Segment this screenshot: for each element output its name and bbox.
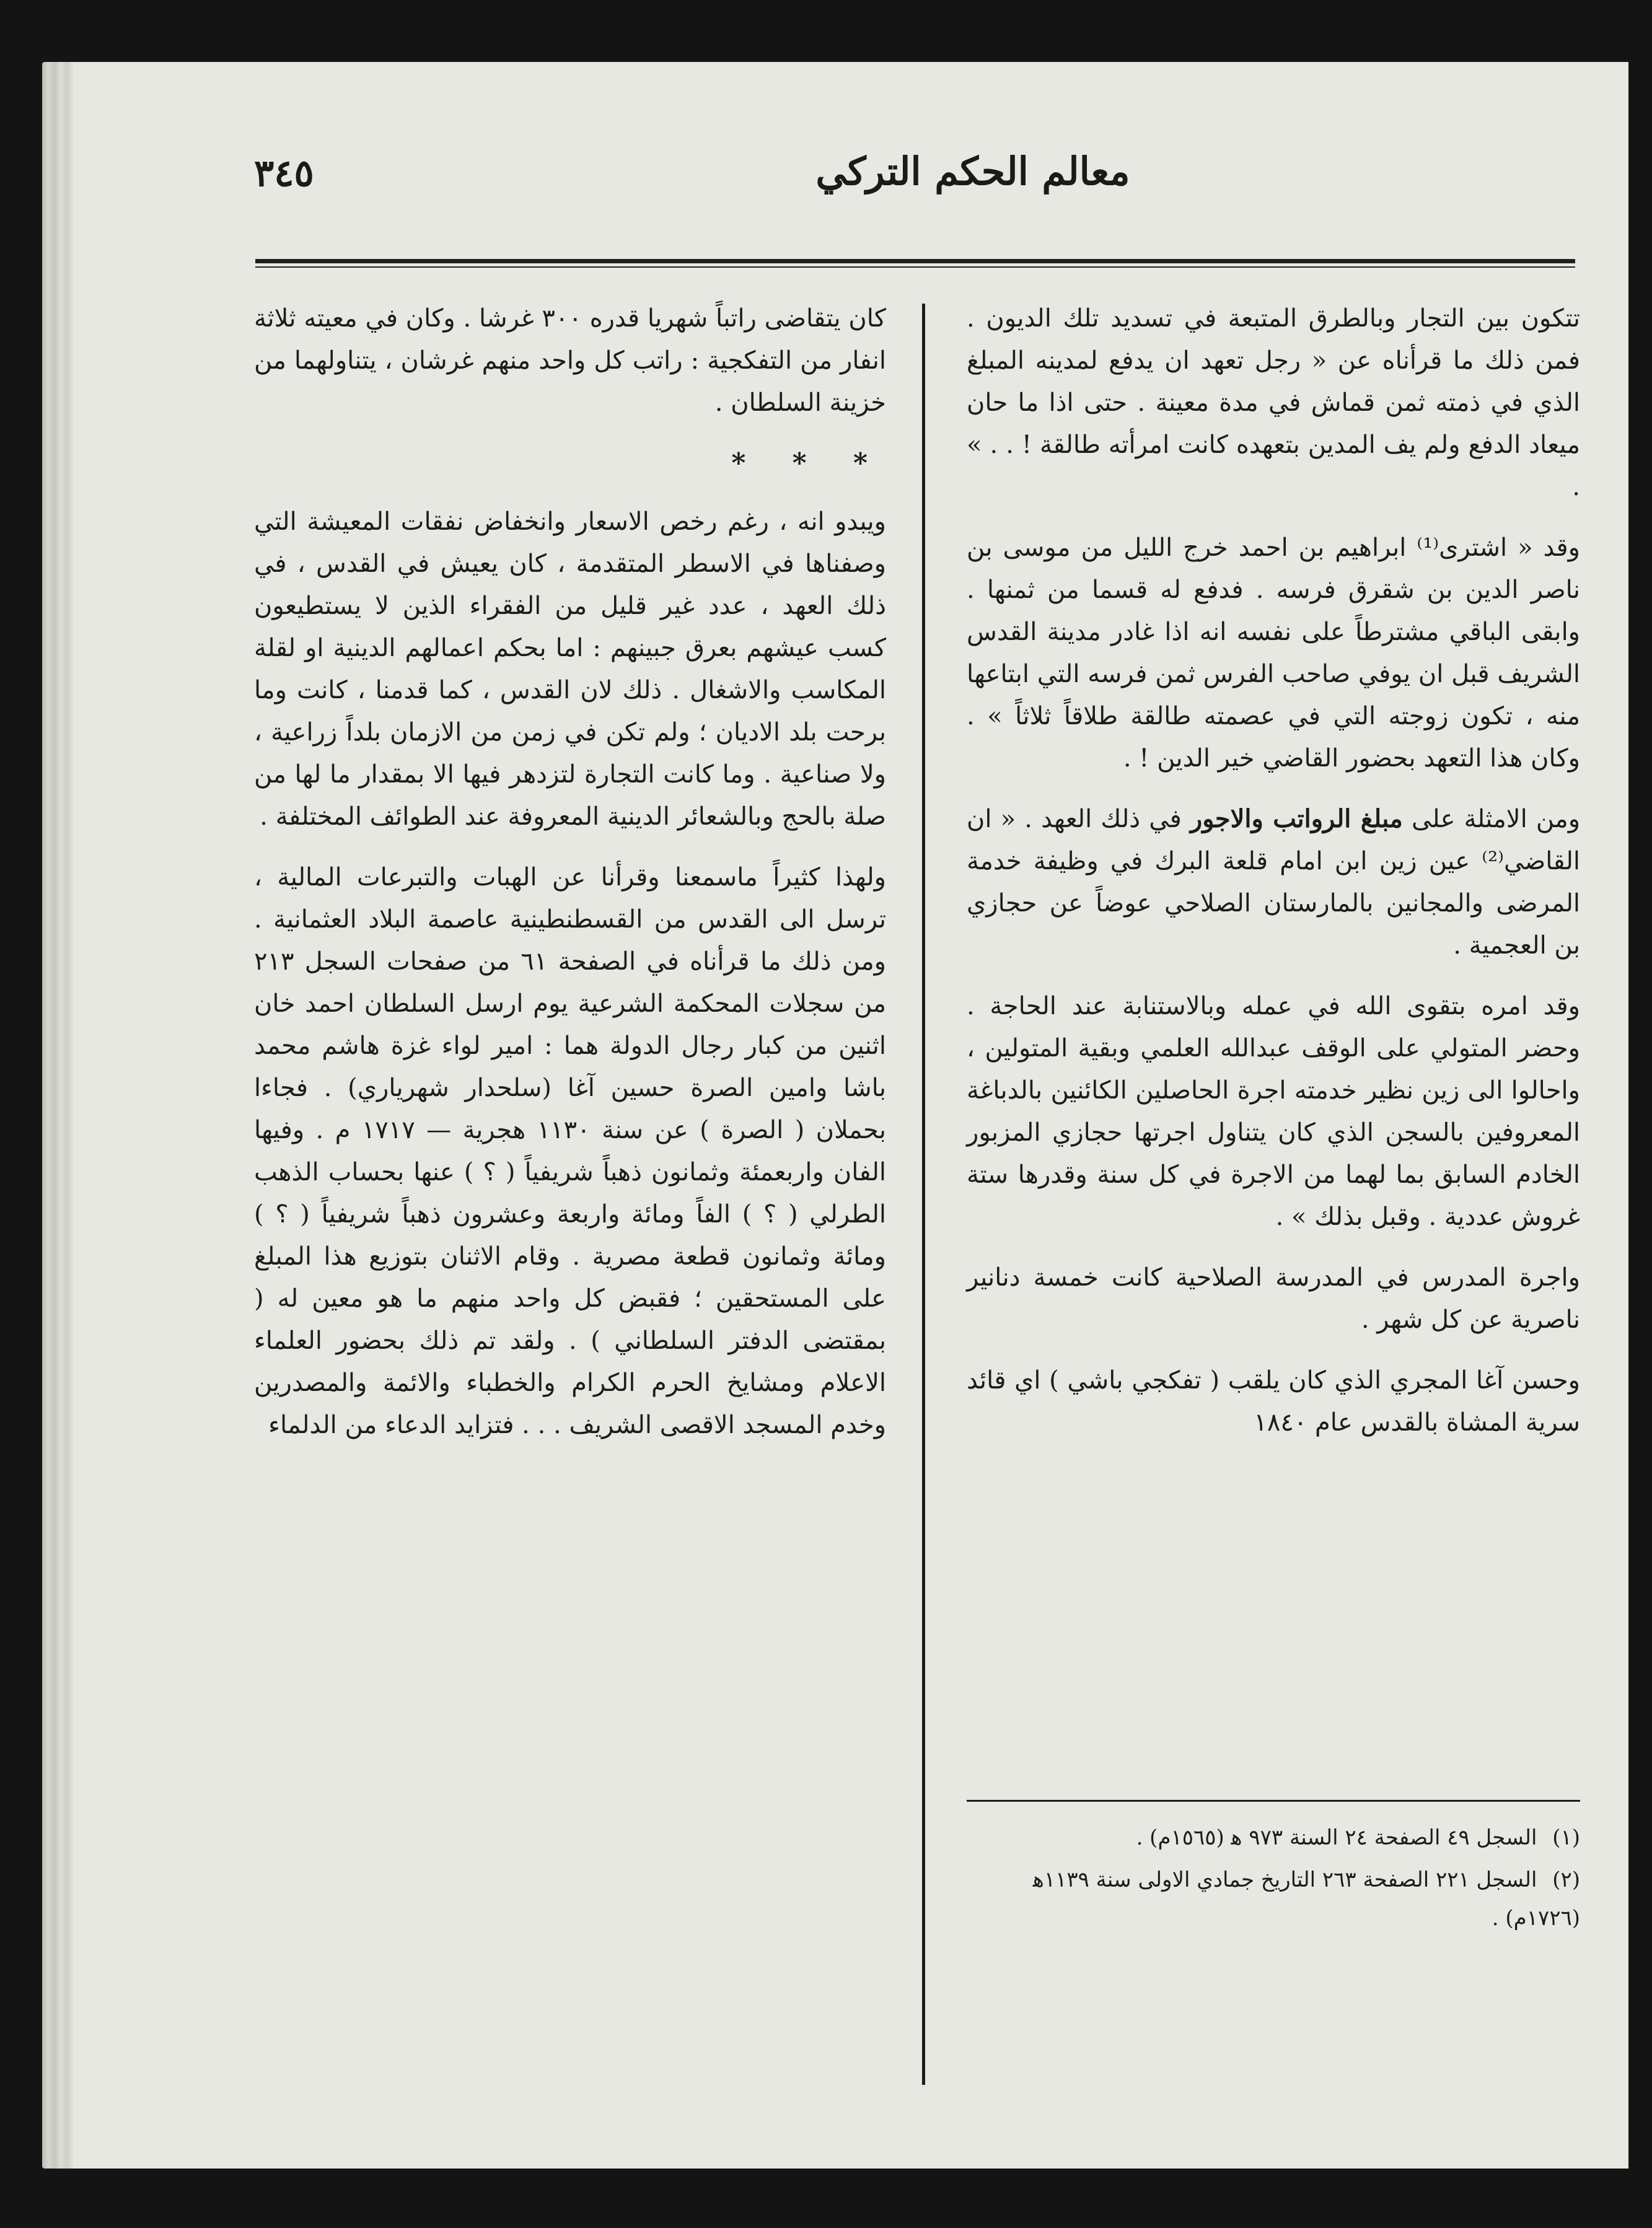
left-column	[254, 297, 886, 1465]
header-rule	[255, 259, 1575, 263]
footnote-number: (١)	[1552, 1825, 1580, 1850]
header-rule-thin	[255, 266, 1575, 268]
paragraph: وقد « اشترى⁽¹⁾ ابراهيم بن احمد خرج الليل من موسى بن ناصر الدين بن شقرق فرسه . فدفع له قسما من ثمنها . وابقى الباقي مشترطاً على نفسه انه اذا غادر مدينة القدس الشريف قبل ان يوفي صاحب الفرس ثمن فرسه التي ابتاعها منه ، تكون زوجته التي في عصمته طالقة طلاقاً ثلاثاً » . وكان هذا التعهد بحضور القاضي خير الدين ! .	[967, 533, 1580, 773]
paragraph-tail: في ذلك	[1101, 805, 1182, 833]
paragraph: واجرة المدرس في المدرسة الصلاحية كانت خمسة دنانير ناصرية عن كل شهر .	[967, 1263, 1580, 1334]
paragraph: وحسن آغا المجري الذي كان يلقب ( تفكجي باشي ) اي قائد سرية المشاة بالقدس عام ١٨٤٠	[967, 1366, 1580, 1437]
footnote	[967, 1861, 1580, 1937]
column-divider	[922, 304, 925, 2085]
footnote-text: السجل ٢٢١ الصفحة ٢٦٣ التاريخ جمادي الاولى سنة ١١٣٩ﻫ (١٧٢٦م) .	[1032, 1867, 1580, 1931]
right-column	[967, 297, 1580, 1462]
running-title: معالم الحكم التركي	[815, 149, 1130, 194]
bold-phrase: مبلغ الرواتب والاجور	[1190, 804, 1403, 833]
paragraph: ولهذا كثيراً ماسمعنا وقرأنا عن الهبات والتبرعات المالية ، ترسل الى القدس من القسطنطينية عاصمة البلاد العثمانية . ومن ذلك ما قرأناه في الصفحة ٦١ من صفحات السجل ٢١٣ من سجلات المحكمة الشرعية يوم ارسل السلطان احمد خان اثنين من كبار رجال الدولة هما : امير لواء غزة هاشم محمد باشا وامين الصرة حسين آغا (سلحدار شهرياري) . فجاءا بحملان ( الصرة ) عن سنة ١١٣٠ هجرية — ١٧١٧ م . وفيها الفان واربعمئة وثمانون ذهباً شريفياً ( ؟ ) عنها بحساب الذهب الطرلي ( ؟ ) الفاً ومائة واربعة وعشرون ذهباً شريفياً ( ؟ ) ومائة وثمانون قطعة مصرية . وقام الاثنان بتوزيع هذا المبلغ على المستحقين ؛ فقبض كل واحد منهم ما هو معين له ( بمقتضى الدفتر السلطاني ) . ولقد تم ذلك بحضور العلماء الاعلام ومشايخ الحرم الكرام والخطباء والائمة والمصدرين وخدم المسجد الاقصى الشريف . . . فتزايد الدعاء من الدلماء	[254, 863, 886, 1439]
paragraph: تتكون بين التجار وبالطرق المتبعة في تسديد تلك الديون . فمن ذلك ما قرأناه عن « رجل تعهد ان يدفع لمدينه المبلغ الذي في ذمته ثمن قماش في مدة معينة . حتى اذا ما حان ميعاد الدفع ولم يف المدين بتعهده كانت امرأته طالقة ! . . » .	[967, 304, 1580, 501]
paragraph	[967, 798, 1580, 967]
paragraph: كان يتقاضى راتباً شهريا قدره ٣٠٠ غرشا . وكان في معيته ثلاثة انفار من التفكجية : راتب كل واحد منهم غرشان ، يتناولهما من خزينة السلطان .	[254, 304, 886, 417]
paragraph: وقد امره بتقوى الله في عمله وبالاستنابة عند الحاجة . وحضر المتولي على الوقف عبدالله العلمي وبقية المتولين ، واحالوا الى زين نظير خدمته اجرة الحاصلين الكائنين بالدباغة المعروفين بالسجن الذي كان يتناول اجرتها حجازي المزبور الخادم السابق بما لهما من الاجرة في كل سنة وقدرها ستة غروش عددية . وقبل بذلك » .	[967, 992, 1580, 1231]
paragraph-body: العهد . « ان القاضي⁽²⁾ عين زين ابن امام قلعة البرك في وظيفة خدمة المرضى والمجانين بالمارستان الصلاحي عوضاً عن حجازي بن العجمية .	[967, 805, 1580, 960]
footnote	[967, 1818, 1580, 1857]
section-separator: * * *	[731, 447, 886, 479]
footnote-rule	[967, 1800, 1580, 1802]
footnotes	[967, 1818, 1580, 1941]
paragraph: ويبدو انه ، رغم رخص الاسعار وانخفاض نفقات المعيشة التي وصفناها في الاسطر المتقدمة ، كان يعيش في القدس ، في ذلك العهد ، عدد غير قليل من الفقراء الذين لا يستطيعون كسب عيشهم بعرق جبينهم : اما بحكم اعمالهم الدينية او لقلة المكاسب والاشغال . ذلك لان القدس ، كما قدمنا ، كانت وما برحت بلد الاديان ؛ ولم تكن في زمن من الازمان بلداً زراعية ، ولا صناعية . وما كانت التجارة لتزدهر فيها الا بمقدار ما لها من صلة بالحج وبالشعائر الدينية المعروفة عند الطوائف المختلفة .	[254, 507, 886, 831]
paragraph-lead: ومن الامثلة على	[1411, 805, 1581, 833]
footnote-text: السجل ٤٩ الصفحة ٢٤ السنة ٩٧٣ ﻫ (١٥٦٥م) .	[1136, 1825, 1537, 1850]
footnote-number: (٢)	[1552, 1867, 1580, 1892]
page-number: ٣٤٥	[254, 152, 314, 195]
